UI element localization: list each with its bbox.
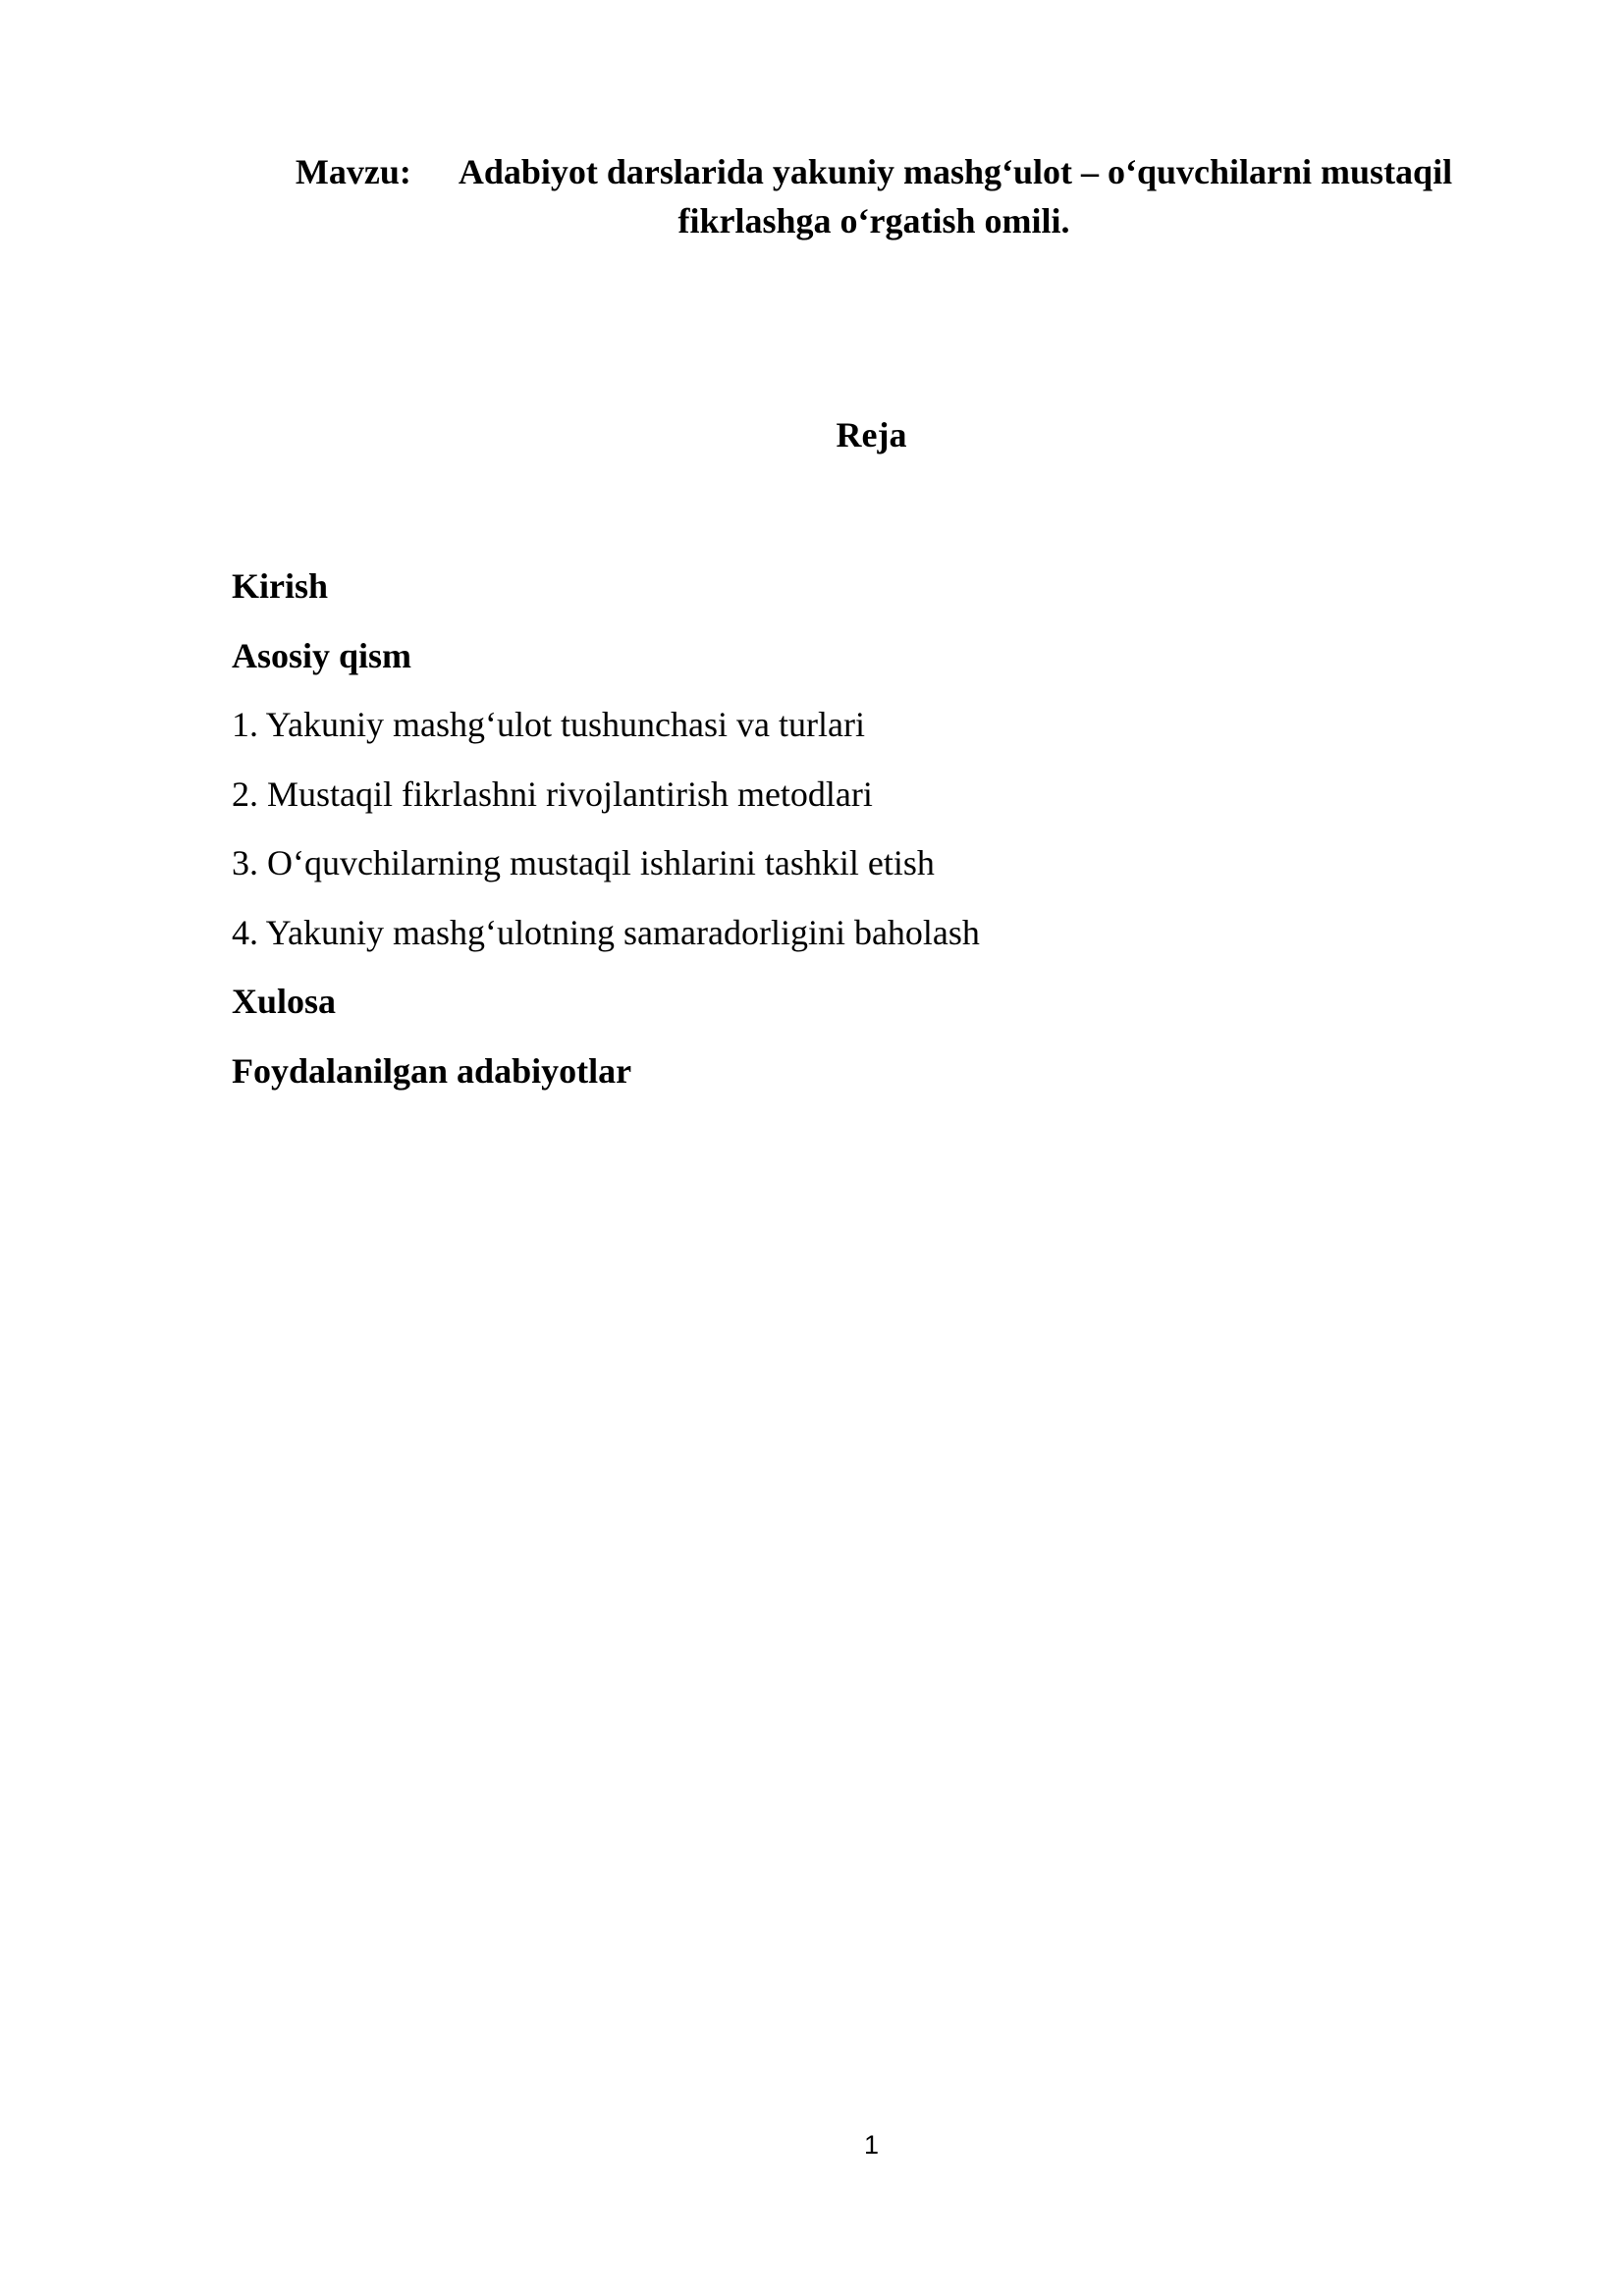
topic-text: Adabiyot darslarida yakuniy mashg‘ulot – o‘quvchilarni mustaqil fikrlashga o‘rgatish omili. [458, 152, 1453, 240]
page-number: 1 [863, 2130, 880, 2160]
outline-main-part: Asosiy qism [232, 635, 412, 675]
document-title [231, 147, 1517, 245]
outline-intro: Kirish [232, 566, 329, 606]
topic-label: Mavzu: [295, 152, 411, 191]
plan-heading: Reja [836, 415, 907, 454]
outline-item: 1. Yakuniy mashg‘ulot tushunchasi va turlari [232, 705, 865, 744]
plan-outline [232, 552, 980, 1105]
outline-item: 2. Mustaqil fikrlashni rivojlantirish metodlari [232, 774, 873, 814]
outline-item: 3. O‘quvchilarning mustaqil ishlarini tashkil etish [232, 843, 935, 882]
outline-references: Foydalanilgan adabiyotlar [232, 1050, 632, 1091]
outline-item: 4. Yakuniy mashg‘ulotning samaradorligini baholash [232, 912, 980, 952]
outline-conclusion: Xulosa [232, 982, 337, 1021]
